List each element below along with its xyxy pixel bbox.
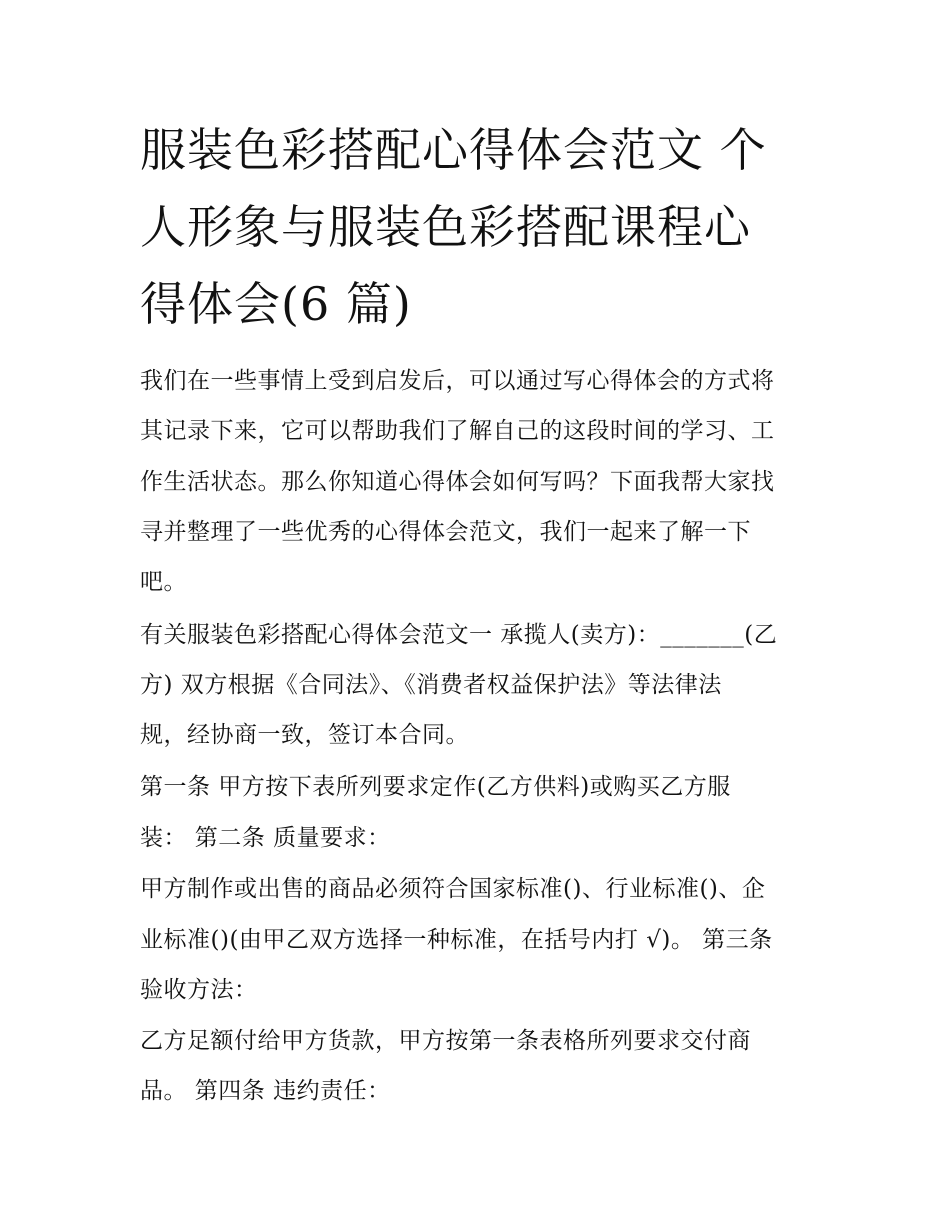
body-line-6: 有关服装色彩搭配心得体会范文一 承揽人(卖方)：_______(乙 <box>140 622 778 648</box>
title-line-2: 人形象与服装色彩搭配课程心 <box>140 200 751 254</box>
body-line-8: 规，经协商一致，签订本合同。 <box>140 722 469 748</box>
body-line-4: 寻并整理了一些优秀的心得体会范文，我们一起来了解一下 <box>140 519 751 545</box>
body-line-2: 其记录下来，它可以帮助我们了解自己的这段时间的学习、工 <box>140 418 775 444</box>
title-line-3: 得体会(6 篇) <box>140 277 412 331</box>
body-line-10: 装： 第二条 质量要求： <box>140 825 391 851</box>
body-line-15: 品。 第四条 违约责任： <box>140 1078 391 1104</box>
body-line-9: 第一条 甲方按下表所列要求定作(乙方供料)或购买乙方服 <box>140 774 731 800</box>
body-line-13: 验收方法： <box>140 977 258 1003</box>
body-line-12: 业标准()(由甲乙双方选择一种标准，在括号内打 √)。 第三条 <box>140 927 773 953</box>
body-line-14: 乙方足额付给甲方货款，甲方按第一条表格所列要求交付商 <box>140 1028 751 1054</box>
body-line-5: 吧。 <box>140 569 187 595</box>
body-line-7: 方) 双方根据《合同法》、《消费者权益保护法》等法律法 <box>140 672 722 698</box>
title-line-1: 服装色彩搭配心得体会范文 个 <box>140 123 767 177</box>
body-line-3: 作生活状态。那么你知道心得体会如何写吗？下面我帮大家找 <box>140 469 775 495</box>
body-line-11: 甲方制作或出售的商品必须符合国家标准()、行业标准()、企 <box>140 876 766 902</box>
body-line-1: 我们在一些事情上受到启发后，可以通过写心得体会的方式将 <box>140 368 775 394</box>
document-title <box>140 112 820 343</box>
